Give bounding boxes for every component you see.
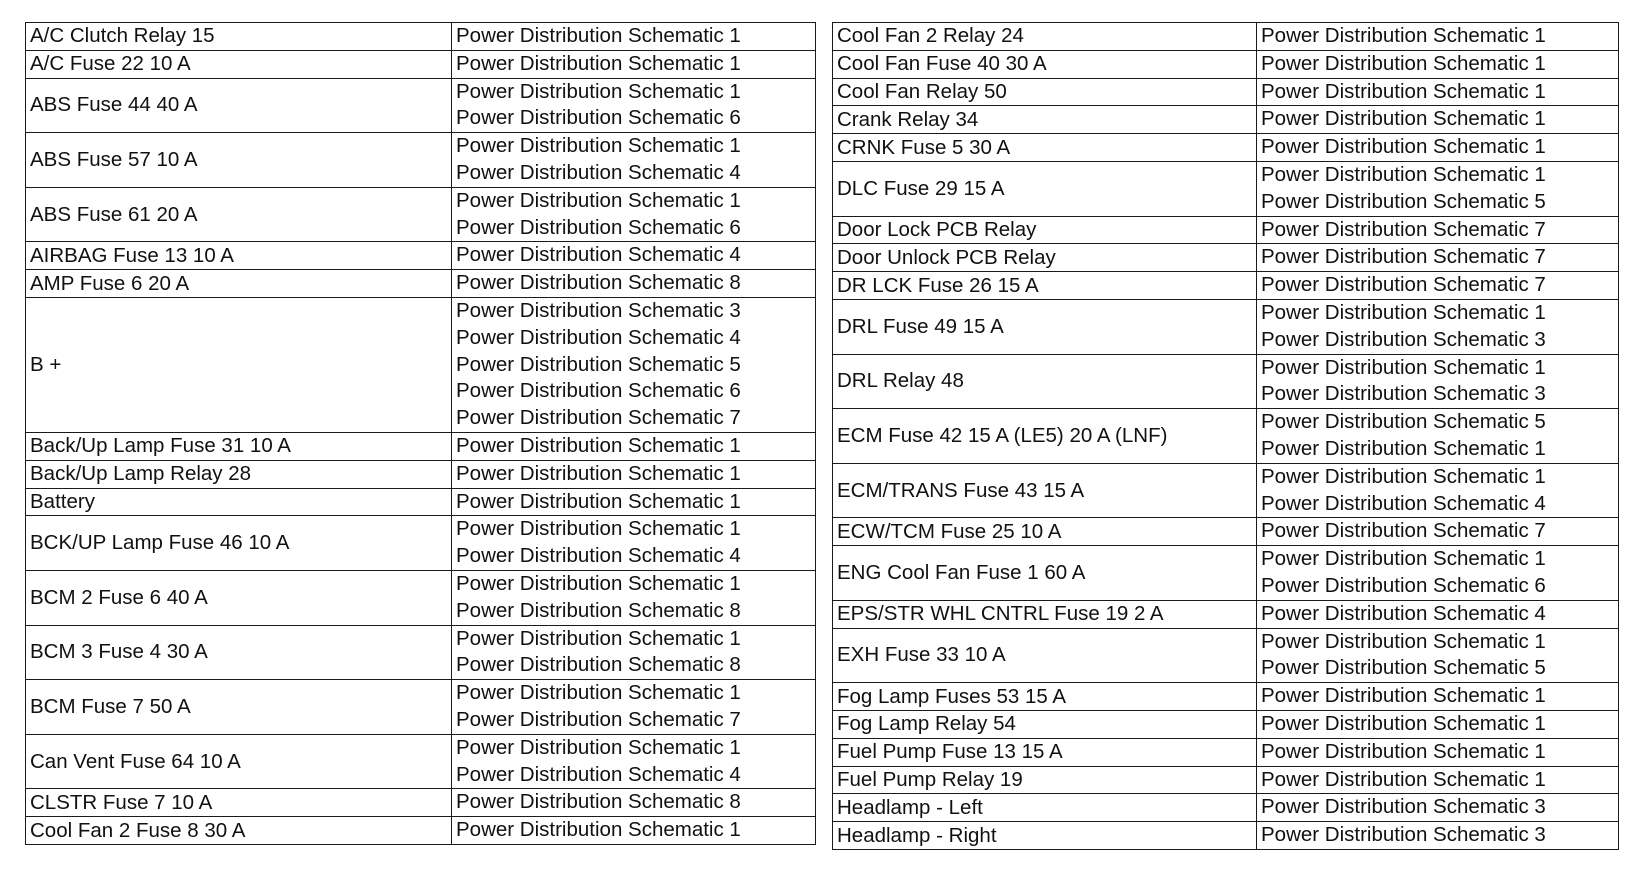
component-name-cell [833,409,1257,464]
schematic-ref: Power Distribution Schematic 4 [456,160,741,184]
schematic-ref: Power Distribution Schematic 7 [1261,217,1546,241]
schematic-ref: Power Distribution Schematic 1 [456,818,741,842]
schematic-ref: Power Distribution Schematic 4 [1261,601,1546,625]
schematic-ref: Power Distribution Schematic 1 [1261,436,1546,460]
component-name-cell [833,518,1257,546]
table-row [833,272,1619,300]
table-row [833,766,1619,794]
table-row [26,187,816,242]
schematic-ref-cell [452,297,816,432]
component-name: DR LCK Fuse 26 15 A [837,273,1039,297]
component-name-cell [26,570,452,625]
schematic-ref-cell [1257,244,1619,272]
schematic-ref: Power Distribution Schematic 1 [1261,355,1546,379]
table-row [26,516,816,571]
component-name-cell [26,516,452,571]
component-name-cell [26,734,452,789]
schematic-ref-cell [1257,161,1619,216]
table-row [833,738,1619,766]
table-row [833,78,1619,106]
schematic-ref: Power Distribution Schematic 1 [1261,629,1546,653]
component-name: ECM/TRANS Fuse 43 15 A [837,478,1085,502]
component-name: Fog Lamp Fuses 53 15 A [837,684,1067,708]
schematic-ref: Power Distribution Schematic 8 [456,653,741,677]
component-name-cell [833,600,1257,628]
component-name-cell [26,460,452,488]
component-name: Back/Up Lamp Relay 28 [30,462,252,486]
schematic-ref: Power Distribution Schematic 1 [1261,162,1546,186]
component-name: Can Vent Fuse 64 10 A [30,749,241,773]
component-name: DRL Fuse 49 15 A [837,314,1004,338]
table-body-left [26,23,816,845]
component-name-cell [26,432,452,460]
component-name-cell [833,794,1257,822]
schematic-ref: Power Distribution Schematic 7 [1261,519,1546,543]
component-name-cell [833,822,1257,850]
table-row [833,628,1619,683]
component-name: Back/Up Lamp Fuse 31 10 A [30,434,291,458]
table-row [26,570,816,625]
schematic-ref: Power Distribution Schematic 1 [456,79,741,103]
table-row [833,463,1619,518]
component-name: BCM Fuse 7 50 A [30,694,191,718]
table-row [26,78,816,133]
schematic-ref-cell [1257,463,1619,518]
component-name: A/C Clutch Relay 15 [30,24,215,48]
component-name: EXH Fuse 33 10 A [837,643,1006,667]
component-name-cell [26,488,452,516]
component-name: BCM 3 Fuse 4 30 A [30,640,208,664]
schematic-ref: Power Distribution Schematic 1 [456,517,741,541]
component-name-cell [833,78,1257,106]
schematic-ref-cell [1257,354,1619,409]
table-row [833,134,1619,162]
schematic-ref: Power Distribution Schematic 7 [456,707,741,731]
schematic-ref: Power Distribution Schematic 1 [456,188,741,212]
schematic-ref-cell [1257,272,1619,300]
schematic-ref: Power Distribution Schematic 1 [1261,24,1546,47]
schematic-ref-cell [1257,766,1619,794]
table-row [26,734,816,789]
schematic-ref: Power Distribution Schematic 7 [456,406,741,430]
table-row [833,518,1619,546]
schematic-ref: Power Distribution Schematic 1 [1261,684,1546,708]
schematic-ref-cell [452,78,816,133]
schematic-ref: Power Distribution Schematic 1 [1261,107,1546,131]
component-name: Battery [30,489,95,513]
component-name: BCM 2 Fuse 6 40 A [30,585,208,609]
schematic-ref-cell [1257,794,1619,822]
component-name-cell [833,216,1257,244]
component-name-cell [833,50,1257,78]
schematic-ref: Power Distribution Schematic 1 [1261,135,1546,159]
schematic-ref-cell [1257,518,1619,546]
table-row [833,50,1619,78]
component-name-cell [833,683,1257,711]
schematic-ref-cell [1257,23,1619,51]
component-name-cell [833,23,1257,51]
schematic-ref: Power Distribution Schematic 5 [1261,410,1546,434]
schematic-ref: Power Distribution Schematic 1 [456,461,741,485]
component-name: ABS Fuse 61 20 A [30,202,198,226]
schematic-ref: Power Distribution Schematic 1 [456,626,741,650]
table-row [833,600,1619,628]
schematic-ref-cell [1257,50,1619,78]
table-row [833,409,1619,464]
schematic-ref-cell [1257,822,1619,850]
table-row [833,244,1619,272]
schematic-ref-cell [452,570,816,625]
schematic-ref-cell [452,817,816,845]
schematic-ref: Power Distribution Schematic 8 [456,598,741,622]
schematic-ref: Power Distribution Schematic 3 [1261,795,1546,819]
schematic-ref: Power Distribution Schematic 1 [456,134,741,158]
table-row [833,299,1619,354]
component-name-cell [26,297,452,432]
schematic-ref-cell [452,460,816,488]
table-row [833,822,1619,850]
table-row [833,161,1619,216]
component-name: Fuel Pump Relay 19 [837,767,1023,791]
component-name: CRNK Fuse 5 30 A [837,135,1011,159]
schematic-ref: Power Distribution Schematic 1 [456,489,741,513]
schematic-ref-cell [452,270,816,298]
table-row [26,270,816,298]
schematic-ref: Power Distribution Schematic 1 [456,735,741,759]
component-name: A/C Fuse 22 10 A [30,52,191,76]
table-row [26,23,816,51]
component-name-cell [833,710,1257,738]
component-name-cell [26,133,452,188]
schematic-ref: Power Distribution Schematic 4 [456,762,741,786]
schematic-ref: Power Distribution Schematic 4 [456,243,741,267]
table-row [26,789,816,817]
schematic-ref: Power Distribution Schematic 5 [1261,656,1546,680]
table-row [833,23,1619,51]
component-name: ABS Fuse 44 40 A [30,93,198,117]
schematic-ref: Power Distribution Schematic 1 [456,433,741,457]
schematic-ref: Power Distribution Schematic 1 [1261,300,1546,324]
schematic-ref: Power Distribution Schematic 6 [456,215,741,239]
schematic-ref-cell [1257,78,1619,106]
component-name-cell [833,546,1257,601]
component-name: AMP Fuse 6 20 A [30,271,190,295]
component-name: Headlamp - Right [837,823,997,847]
component-name-cell [26,789,452,817]
table-row [26,50,816,78]
component-name-cell [26,78,452,133]
component-name-cell [833,272,1257,300]
schematic-ref: Power Distribution Schematic 1 [1261,51,1546,75]
schematic-ref: Power Distribution Schematic 5 [1261,189,1546,213]
schematic-ref-cell [1257,738,1619,766]
component-name-cell [26,50,452,78]
component-name-cell [26,187,452,242]
schematic-ref: Power Distribution Schematic 6 [1261,573,1546,597]
schematic-ref: Power Distribution Schematic 1 [1261,767,1546,791]
component-name: Cool Fan Relay 50 [837,79,1007,103]
component-name-cell [833,161,1257,216]
schematic-ref-cell [1257,216,1619,244]
schematic-ref: Power Distribution Schematic 4 [1261,491,1546,515]
schematic-ref: Power Distribution Schematic 1 [456,681,741,705]
schematic-ref: Power Distribution Schematic 1 [456,571,741,595]
schematic-ref: Power Distribution Schematic 1 [456,24,741,47]
component-name-cell [26,23,452,51]
component-name: Headlamp - Left [837,795,983,819]
component-name: ECW/TCM Fuse 25 10 A [837,519,1062,543]
component-name-cell [26,817,452,845]
schematic-ref-cell [452,23,816,51]
component-name: ABS Fuse 57 10 A [30,147,198,171]
component-name-cell [26,680,452,735]
component-name-cell [26,270,452,298]
schematic-ref-cell [452,625,816,680]
schematic-ref-cell [452,242,816,270]
schematic-ref: Power Distribution Schematic 5 [456,352,741,376]
component-name: DRL Relay 48 [837,369,964,393]
table-row [26,488,816,516]
component-name: CLSTR Fuse 7 10 A [30,790,213,814]
table-body-right [833,23,1619,850]
schematic-ref-cell [1257,134,1619,162]
component-name-cell [26,625,452,680]
component-name-cell [833,463,1257,518]
component-name: Crank Relay 34 [837,107,979,131]
table-row [833,106,1619,134]
schematic-ref-cell [1257,106,1619,134]
component-name-cell [833,766,1257,794]
component-name: Cool Fan Fuse 40 30 A [837,52,1047,76]
schematic-ref-cell [1257,628,1619,683]
component-name: EPS/STR WHL CNTRL Fuse 19 2 A [837,602,1164,626]
table-row [833,710,1619,738]
schematic-ref: Power Distribution Schematic 6 [456,379,741,403]
table-row [26,817,816,845]
schematic-ref-cell [1257,409,1619,464]
table-row [26,133,816,188]
schematic-ref: Power Distribution Schematic 7 [1261,273,1546,297]
schematic-ref-cell [1257,299,1619,354]
schematic-ref-cell [452,50,816,78]
table-row [26,297,816,432]
component-name-cell [833,628,1257,683]
component-name-cell [833,106,1257,134]
schematic-ref: Power Distribution Schematic 1 [1261,711,1546,735]
component-name: Cool Fan 2 Fuse 8 30 A [30,818,246,842]
component-name: B + [30,352,62,376]
table-row [26,432,816,460]
component-name: Fuel Pump Fuse 13 15 A [837,740,1063,764]
schematic-ref: Power Distribution Schematic 3 [456,298,741,322]
component-name: Door Unlock PCB Relay [837,245,1056,269]
component-name: BCK/UP Lamp Fuse 46 10 A [30,531,290,555]
schematic-ref-cell [1257,683,1619,711]
schematic-ref: Power Distribution Schematic 1 [1261,547,1546,571]
schematic-ref: Power Distribution Schematic 4 [456,544,741,568]
component-name-cell [833,354,1257,409]
table-row [833,354,1619,409]
schematic-ref: Power Distribution Schematic 3 [1261,382,1546,406]
schematic-ref: Power Distribution Schematic 6 [456,106,741,130]
schematic-ref: Power Distribution Schematic 1 [1261,464,1546,488]
schematic-ref-cell [452,432,816,460]
component-name-cell [26,242,452,270]
component-name-cell [833,299,1257,354]
component-name: AIRBAG Fuse 13 10 A [30,243,234,267]
schematic-ref-cell [1257,600,1619,628]
component-name: Door Lock PCB Relay [837,217,1037,241]
schematic-ref-cell [1257,710,1619,738]
schematic-ref: Power Distribution Schematic 8 [456,271,741,295]
component-index-table-left [25,22,816,845]
schematic-ref-cell [452,734,816,789]
schematic-ref-cell [452,133,816,188]
schematic-ref: Power Distribution Schematic 4 [456,325,741,349]
schematic-ref: Power Distribution Schematic 7 [1261,245,1546,269]
schematic-ref-cell [452,789,816,817]
schematic-ref: Power Distribution Schematic 3 [1261,823,1546,847]
schematic-ref-cell [452,680,816,735]
schematic-ref: Power Distribution Schematic 1 [456,51,741,75]
schematic-ref-cell [1257,546,1619,601]
component-name-cell [833,134,1257,162]
component-name: Cool Fan 2 Relay 24 [837,24,1024,48]
component-name: DLC Fuse 29 15 A [837,176,1005,200]
schematic-ref-cell [452,488,816,516]
table-row [26,242,816,270]
component-name-cell [833,244,1257,272]
schematic-ref-cell [452,516,816,571]
schematic-ref: Power Distribution Schematic 8 [456,790,741,814]
component-index-table-right [832,22,1619,850]
schematic-ref: Power Distribution Schematic 1 [1261,739,1546,763]
schematic-ref-cell [452,187,816,242]
table-row [26,680,816,735]
table-row [833,683,1619,711]
schematic-ref: Power Distribution Schematic 1 [1261,79,1546,103]
schematic-ref: Power Distribution Schematic 3 [1261,327,1546,351]
table-row [833,546,1619,601]
component-name: Fog Lamp Relay 54 [837,712,1016,736]
component-name-cell [833,738,1257,766]
component-name: ENG Cool Fan Fuse 1 60 A [837,560,1086,584]
component-name: ECM Fuse 42 15 A (LE5) 20 A (LNF) [837,423,1168,447]
table-row [833,216,1619,244]
table-row [833,794,1619,822]
table-row [26,460,816,488]
table-row [26,625,816,680]
